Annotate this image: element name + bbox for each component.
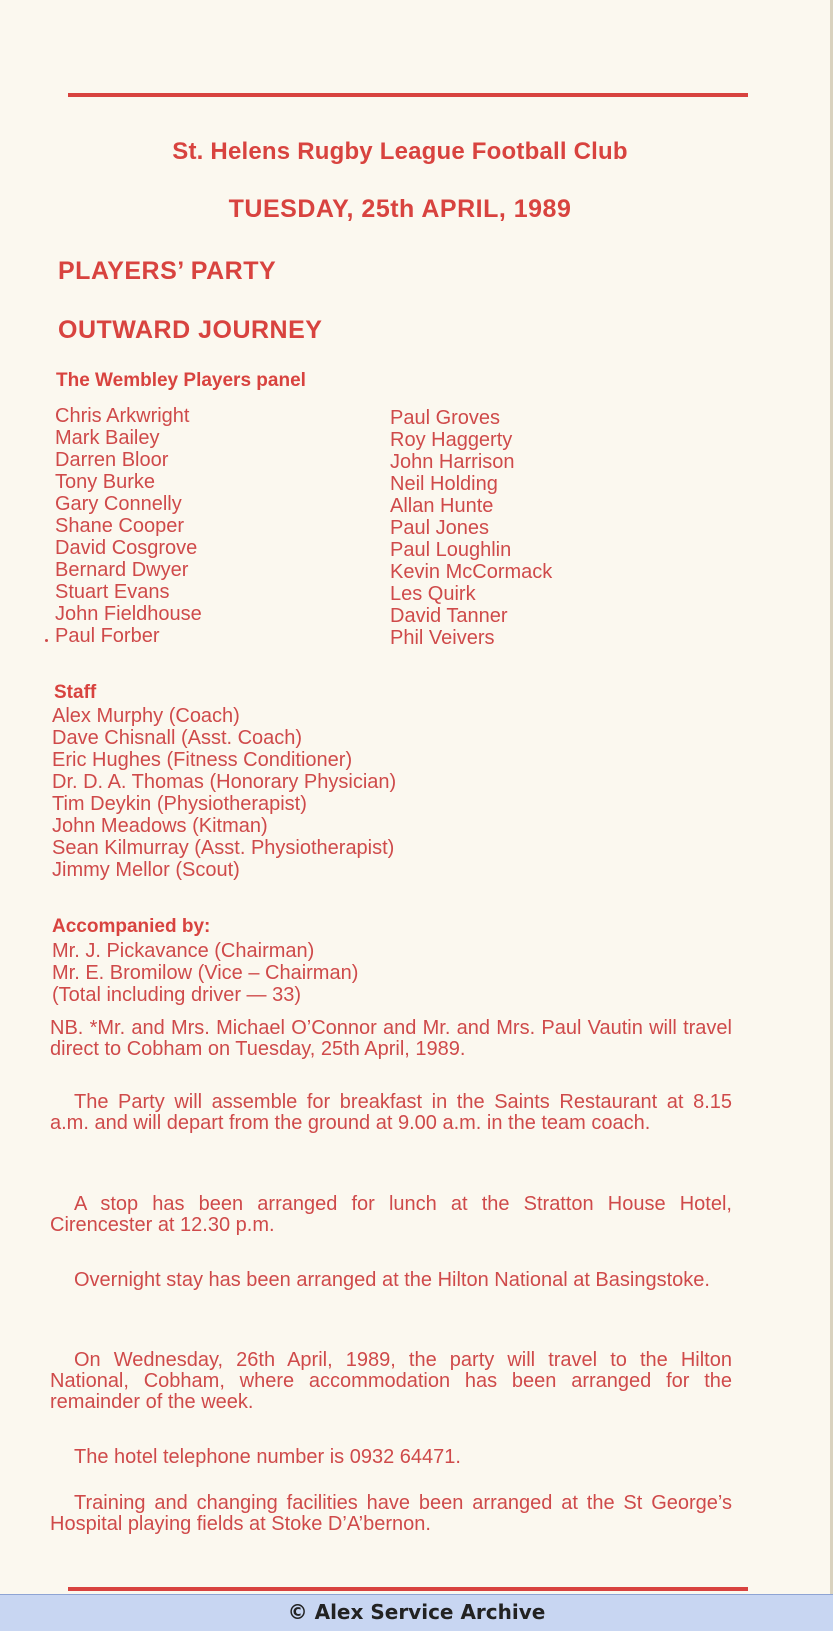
player-name: Paul Groves bbox=[390, 407, 501, 429]
wednesday-text: On Wednesday, 26th April, 1989, the party will travel to the Hilton National, Cobham, where accommodation has been arranged for the remainder of the week. bbox=[50, 1349, 732, 1413]
nb-text: NB. *Mr. and Mrs. Michael O’Connor and Mr. and Mrs. Paul Vautin will travel direct to Cobham on Tuesday, 25th April, 1989. bbox=[50, 1017, 732, 1060]
player-name: Phil Veivers bbox=[390, 627, 495, 649]
staff-member: Sean Kilmurray (Asst. Physiotherapist) bbox=[52, 837, 395, 859]
staff-title: Staff bbox=[54, 682, 97, 703]
player-name: Paul Jones bbox=[390, 517, 489, 539]
training-paragraph bbox=[50, 1493, 732, 1535]
staff-member: Alex Murphy (Coach) bbox=[52, 705, 240, 727]
club-title: St. Helens Rugby League Football Club bbox=[172, 138, 628, 165]
player-name: Darren Bloor bbox=[55, 449, 169, 471]
player-name: Tony Burke bbox=[55, 471, 156, 493]
staff-member: Dr. D. A. Thomas (Honorary Physician) bbox=[52, 771, 397, 793]
player-name: Paul Loughlin bbox=[390, 539, 512, 561]
staff-list bbox=[52, 705, 396, 881]
player-name: Chris Arkwright bbox=[55, 405, 190, 427]
assemble-paragraph bbox=[50, 1092, 732, 1134]
nb-paragraph bbox=[50, 1018, 732, 1060]
staff-member: Tim Deykin (Physiotherapist) bbox=[52, 793, 307, 815]
telephone-text: The hotel telephone number is 0932 64471. bbox=[74, 1446, 461, 1468]
player-name: Kevin McCormack bbox=[390, 561, 553, 583]
staff-member: John Meadows (Kitman) bbox=[52, 815, 268, 837]
accompanied-list bbox=[52, 940, 358, 1006]
bottom-rule bbox=[68, 1587, 748, 1591]
player-name: Paul Forber bbox=[55, 625, 160, 647]
player-name: John Fieldhouse bbox=[55, 603, 202, 625]
list-bullet bbox=[45, 639, 48, 642]
training-text: Training and changing facilities have been arranged at the St George’s Hospital playing fields at Stoke D’A’bernon. bbox=[50, 1492, 732, 1535]
player-name: Neil Holding bbox=[390, 473, 498, 495]
staff-member: Dave Chisnall (Asst. Coach) bbox=[52, 727, 303, 749]
assemble-text: The Party will assemble for breakfast in the Saints Restaurant at 8.15 a.m. and will depart from the ground at 9.00 a.m. in the team coach. bbox=[50, 1091, 732, 1134]
player-name: David Tanner bbox=[390, 605, 508, 627]
wednesday-paragraph bbox=[50, 1350, 732, 1413]
copyright-text: © Alex Service Archive bbox=[287, 1600, 546, 1624]
accompanied-title: Accompanied by: bbox=[52, 916, 211, 937]
player-name: Les Quirk bbox=[390, 583, 476, 605]
lunch-text: A stop has been arranged for lunch at the Stratton House Hotel, Cirencester at 12.30 p.m. bbox=[50, 1193, 732, 1236]
player-name: Allan Hunte bbox=[390, 495, 494, 517]
accompanying-person: Mr. E. Bromilow (Vice – Chairman) bbox=[52, 962, 359, 984]
player-name: Mark Bailey bbox=[55, 427, 160, 449]
player-name: Shane Cooper bbox=[55, 515, 184, 537]
player-name: Gary Connelly bbox=[55, 493, 182, 515]
outward-journey-heading: OUTWARD JOURNEY bbox=[58, 316, 323, 344]
archive-footer bbox=[0, 1594, 833, 1631]
players-list-left bbox=[55, 405, 202, 647]
staff-member: Jimmy Mellor (Scout) bbox=[52, 859, 240, 881]
lunch-paragraph bbox=[50, 1194, 732, 1236]
event-date: TUESDAY, 25th APRIL, 1989 bbox=[228, 195, 572, 223]
player-name: David Cosgrove bbox=[55, 537, 198, 559]
overnight-text: Overnight stay has been arranged at the Hilton National at Basingstoke. bbox=[74, 1269, 710, 1291]
player-name: Stuart Evans bbox=[55, 581, 170, 603]
player-name: Bernard Dwyer bbox=[55, 559, 189, 581]
player-name: John Harrison bbox=[390, 451, 515, 473]
accompanying-person: Mr. J. Pickavance (Chairman) bbox=[52, 940, 315, 962]
players-panel-title: The Wembley Players panel bbox=[56, 370, 306, 391]
players-party-heading: PLAYERS’ PARTY bbox=[58, 257, 277, 285]
player-name: Roy Haggerty bbox=[390, 429, 513, 451]
overnight-paragraph bbox=[50, 1270, 732, 1291]
top-rule bbox=[68, 93, 748, 97]
players-list-right bbox=[390, 407, 552, 649]
party-total: (Total including driver — 33) bbox=[52, 984, 301, 1006]
staff-member: Eric Hughes (Fitness Conditioner) bbox=[52, 749, 353, 771]
telephone-paragraph bbox=[50, 1447, 732, 1468]
